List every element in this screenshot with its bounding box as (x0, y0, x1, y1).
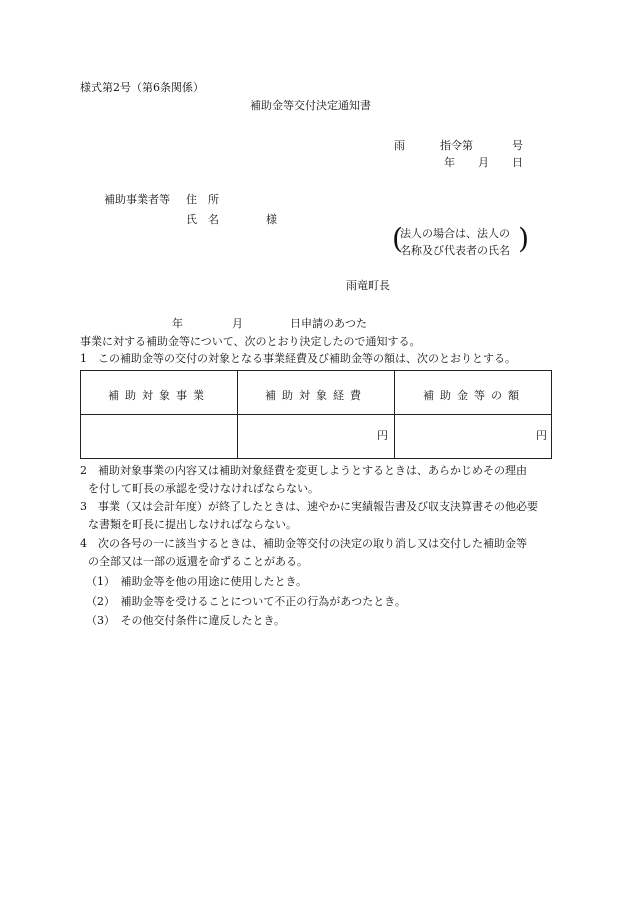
issue-day: 日 (512, 156, 523, 169)
bracket-left: ( (392, 222, 403, 255)
bracket-right: ) (518, 222, 529, 255)
corporate-note-line2: 名称及び代表者の氏名 (400, 244, 510, 257)
intro-text: 事業に対する補助金等について、次のとおり決定したので通知する。 (80, 335, 421, 348)
address-label: 住 所 (186, 193, 219, 206)
form-number: 様式第2号（第6条関係） (80, 81, 204, 94)
issue-year: 年 (444, 156, 455, 169)
corporate-note-line1: 法人の場合は、法人の (400, 227, 510, 240)
amount-table (80, 370, 552, 459)
application-year: 年 (172, 317, 183, 330)
header-subsidized-project: 補助対象事業 (108, 389, 210, 402)
corporate-note (392, 224, 529, 259)
item-2-line2: を付して町長の承認を受けなければならない。 (88, 482, 319, 495)
item-4-line1: 4 次の各号の一に該当するときは、補助金等交付の決定の取り消し又は交付した補助金等 (80, 537, 527, 550)
issue-go: 号 (512, 139, 523, 152)
sub-item-1: （1） 補助金等を他の用途に使用したとき。 (86, 575, 308, 588)
name-label: 氏 名 (186, 213, 219, 226)
item-3-line2: な書類を町長に提出しなければならない。 (88, 518, 297, 531)
amount-yen-unit: 円 (536, 429, 547, 442)
item-2-line1: 2 補助対象事業の内容又は補助対象経費を変更しようとするときは、あらかじめその理由 (80, 464, 527, 477)
honorific: 様 (266, 213, 277, 226)
table-row-divider (81, 414, 551, 415)
item-3-line1: 3 事業（又は会計年度）が終了したときは、速やかに実績報告書及び収支決算書その他必要 (80, 500, 538, 513)
item-1: 1 この補助金等の交付の対象となる事業経費及び補助金等の額は、次のとおりとする。 (80, 352, 516, 365)
header-subsidized-expenses: 補助対象経費 (265, 389, 367, 402)
document-title: 補助金等交付決定通知書 (250, 99, 371, 112)
recipient-label: 補助事業者等 (104, 193, 170, 206)
item-4-line2: の全部又は一部の返還を命ずることがある。 (88, 555, 308, 568)
expenses-yen-unit: 円 (377, 429, 388, 442)
issue-shirei: 指令第 (440, 139, 473, 152)
header-subsidy-amount: 補助金等の額 (423, 389, 525, 402)
sub-item-2: （2） 補助金等を受けることについて不正の行為があつたとき。 (86, 595, 406, 608)
application-day-text: 日申請のあつた (290, 317, 367, 330)
issue-month: 月 (478, 156, 489, 169)
application-month: 月 (232, 317, 243, 330)
issuer: 雨竜町長 (346, 279, 390, 292)
sub-item-3: （3） その他交付条件に違反したとき。 (86, 614, 286, 627)
issue-prefix: 雨 (394, 139, 405, 152)
